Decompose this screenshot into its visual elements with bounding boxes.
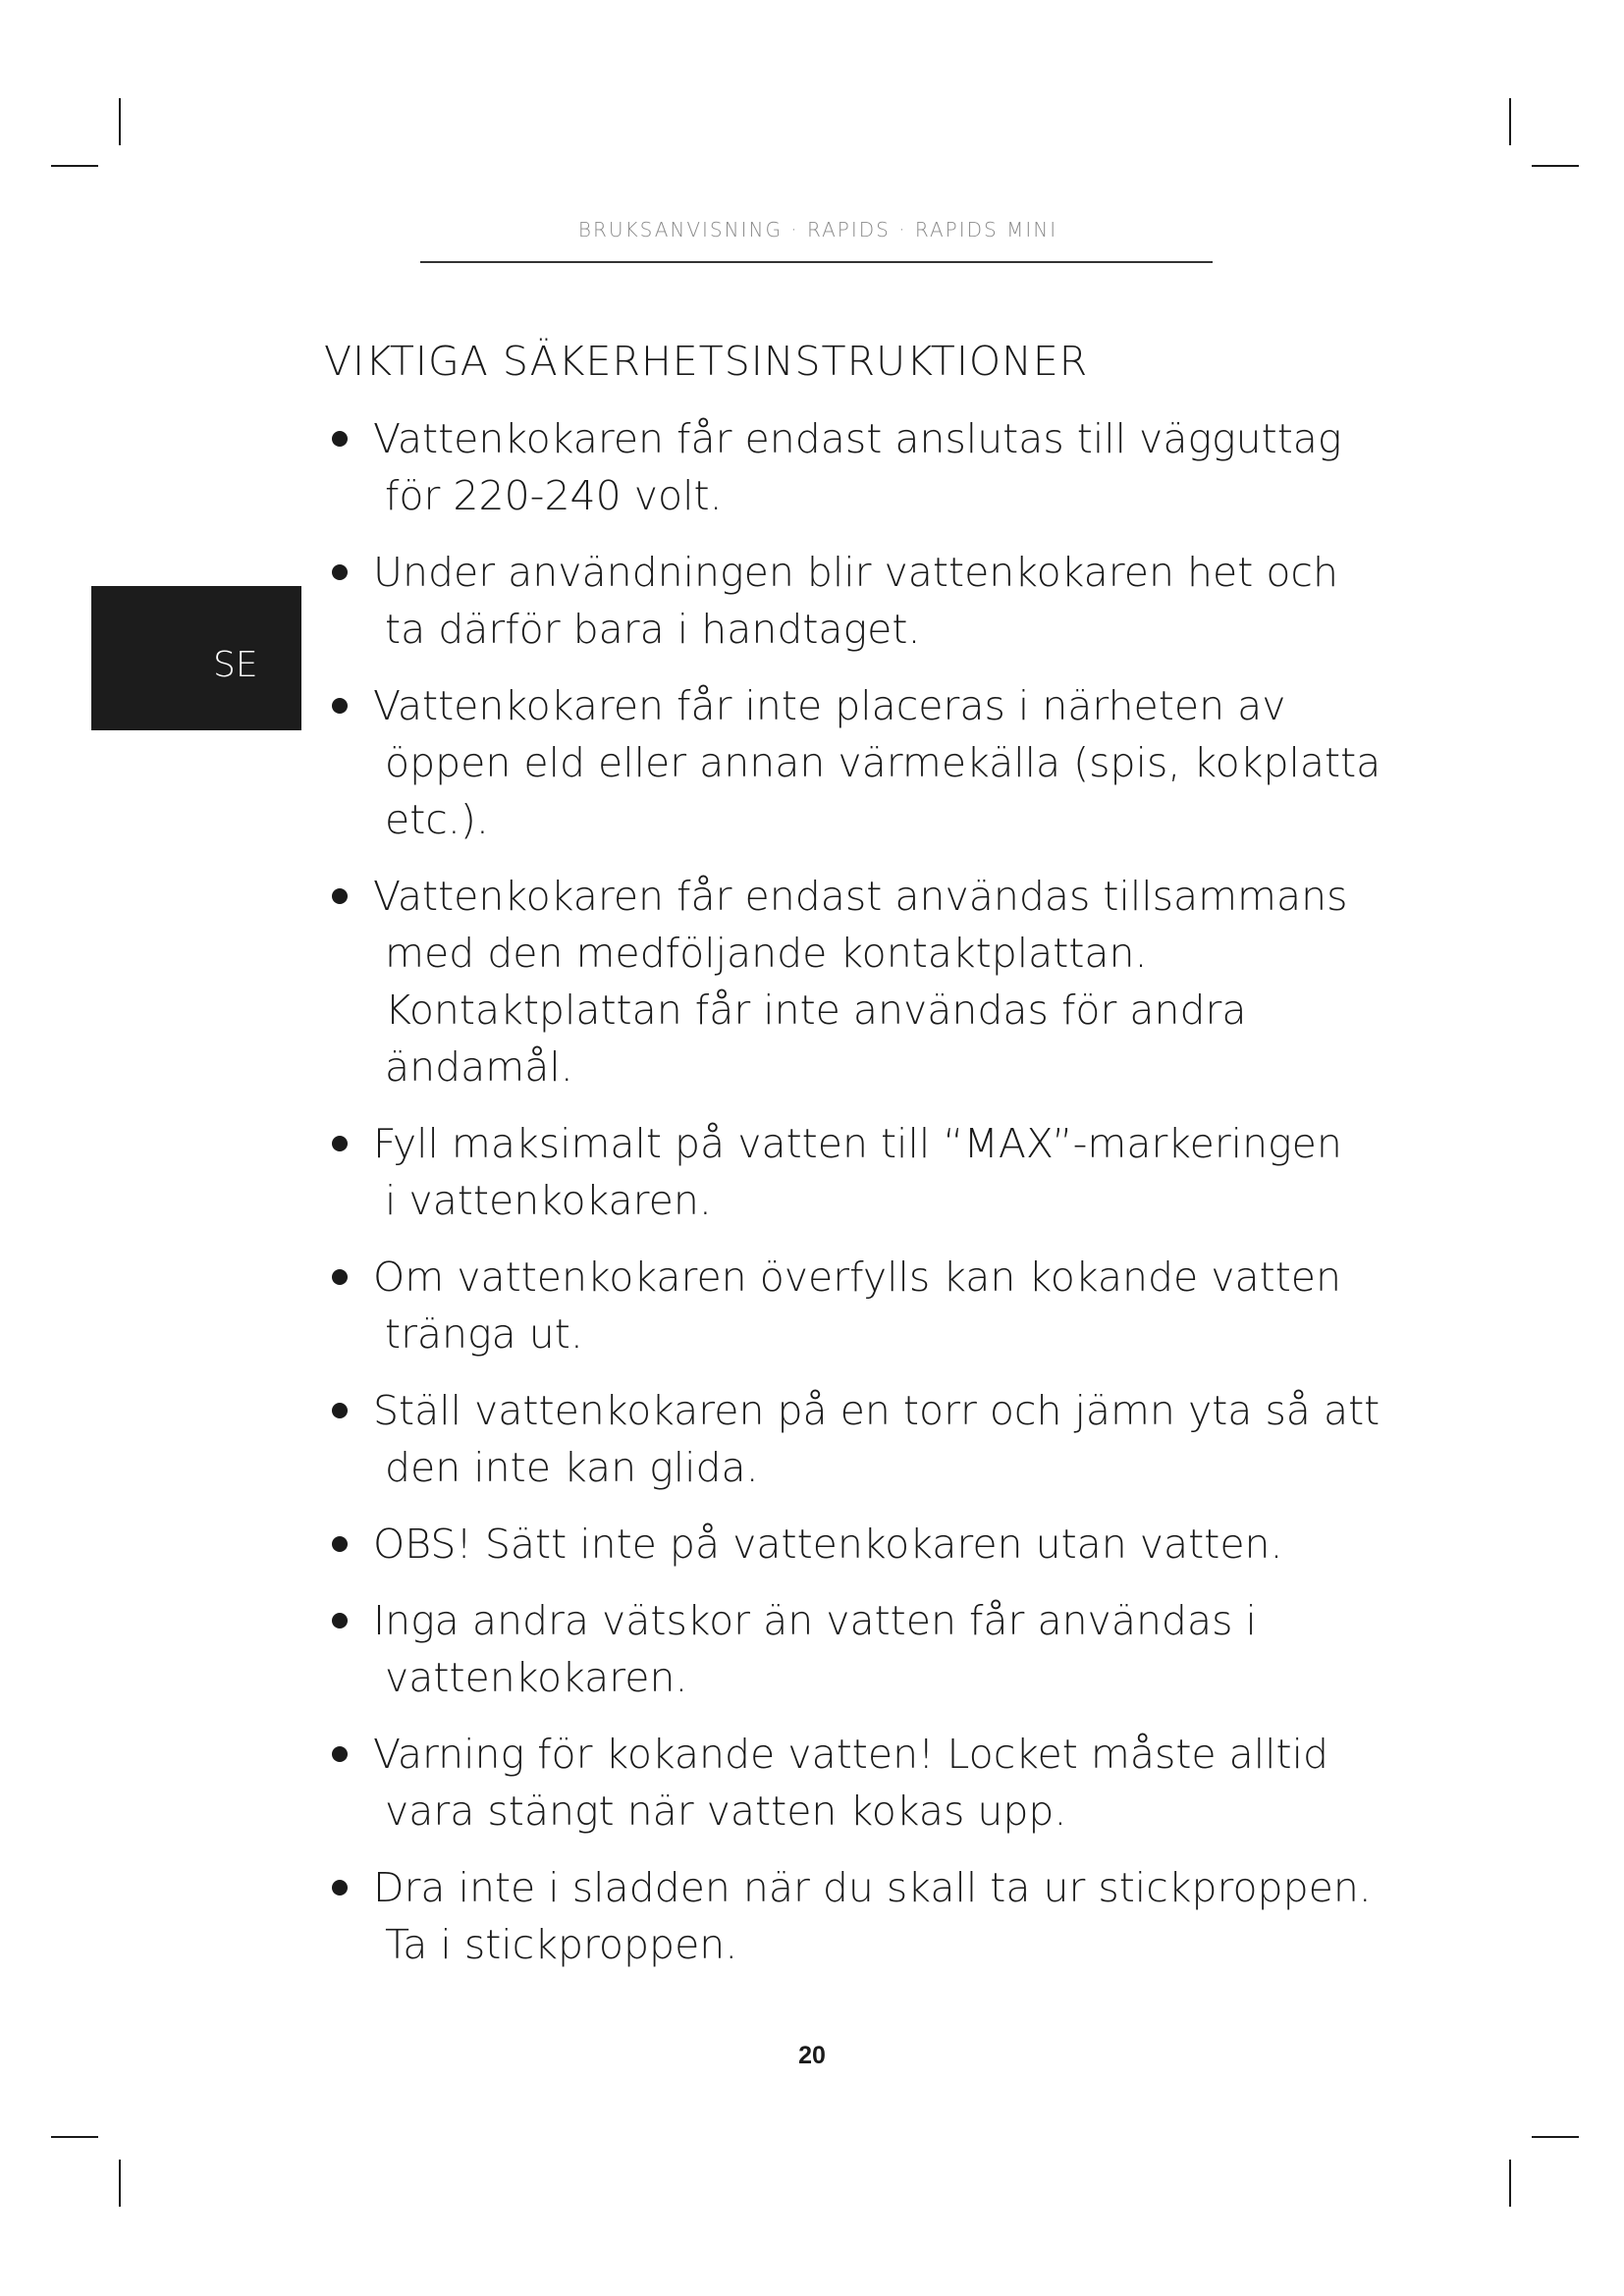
crop-mark-bottom-left-vertical — [119, 2160, 121, 2207]
list-item — [324, 677, 1424, 848]
list-item-line: Dra inte i sladden när du skall ta ur stickproppen. — [373, 1864, 1372, 1911]
list-item — [324, 1592, 1424, 1706]
page-number: 20 — [798, 2042, 826, 2069]
crop-mark-top-left-vertical — [119, 98, 121, 145]
bullet-icon — [332, 1536, 348, 1552]
list-item-line: Inga andra vätskor än vatten får användas i — [373, 1597, 1257, 1644]
bullet-icon — [332, 1613, 348, 1629]
list-item-line: OBS! Sätt inte på vattenkokaren utan vatten. — [373, 1521, 1283, 1568]
list-item-line: Varning för kokande vatten! Locket måste alltid — [373, 1731, 1329, 1778]
bullet-icon — [332, 1136, 348, 1151]
list-item — [324, 1249, 1424, 1362]
bullet-icon — [332, 888, 348, 904]
bullet-icon — [332, 431, 348, 447]
list-item-line: tränga ut. — [385, 1310, 583, 1358]
list-item-line: Vattenkokaren får endast anslutas till vägguttag — [373, 415, 1342, 462]
bullet-icon — [332, 564, 348, 580]
list-item-line: Ställ vattenkokaren på en torr och jämn yta så att — [373, 1387, 1380, 1434]
list-item-line: Vattenkokaren får endast användas tillsammans — [373, 873, 1348, 920]
list-item-line: etc.). — [385, 796, 489, 843]
bullet-icon — [332, 1746, 348, 1762]
list-item-line: för 220-240 volt. — [385, 472, 723, 519]
list-item — [324, 1516, 1424, 1573]
safety-instructions-section — [324, 334, 1424, 1993]
list-item-line: ändamål. — [385, 1043, 573, 1091]
list-item — [324, 1115, 1424, 1229]
list-item-line: Kontaktplattan får inte användas för andra — [385, 987, 1247, 1034]
list-item-line: med den medföljande kontaktplattan. — [385, 930, 1148, 977]
bullet-icon — [332, 698, 348, 714]
list-item-line: öppen eld eller annan värmekälla (spis, kokplatta — [385, 739, 1381, 786]
section-title: VIKTIGA SÄKERHETSINSTRUKTIONER — [324, 338, 1089, 385]
crop-mark-top-right-horizontal — [1532, 165, 1579, 167]
list-item-line: Vattenkokaren får inte placeras i närheten av — [373, 682, 1286, 729]
crop-mark-bottom-right-horizontal — [1532, 2136, 1579, 2138]
header-rule — [420, 261, 1213, 263]
list-item — [324, 410, 1424, 524]
instruction-list — [324, 410, 1424, 1973]
bullet-icon — [332, 1269, 348, 1285]
crop-mark-bottom-right-vertical — [1509, 2160, 1511, 2207]
crop-mark-bottom-left-horizontal — [51, 2136, 98, 2138]
bullet-icon — [332, 1880, 348, 1896]
language-tab-label: SE — [213, 645, 258, 685]
list-item-line: Ta i stickproppen. — [385, 1921, 738, 1968]
bullet-icon — [332, 1403, 348, 1418]
crop-mark-top-left-horizontal — [51, 165, 98, 167]
running-head: BRUKSANVISNING · RAPIDS · RAPIDS MINI — [577, 218, 1058, 241]
list-item-line: vattenkokaren. — [385, 1654, 688, 1701]
crop-mark-top-right-vertical — [1509, 98, 1511, 145]
list-item-line: den inte kan glida. — [385, 1444, 759, 1491]
list-item — [324, 1859, 1424, 1973]
list-item-line: Om vattenkokaren överfylls kan kokande vatten — [373, 1254, 1341, 1301]
list-item-line: vara stängt när vatten kokas upp. — [385, 1788, 1067, 1835]
list-item-line: Fyll maksimalt på vatten till “MAX”-markeringen — [373, 1120, 1342, 1167]
list-item-line: Under användningen blir vattenkokaren het och — [373, 549, 1338, 596]
list-item — [324, 1726, 1424, 1840]
list-item-line: i vattenkokaren. — [385, 1177, 712, 1224]
list-item — [324, 1382, 1424, 1496]
list-item — [324, 544, 1424, 658]
list-item-line: ta därför bara i handtaget. — [385, 606, 921, 653]
language-tab — [91, 586, 301, 730]
list-item — [324, 868, 1424, 1095]
